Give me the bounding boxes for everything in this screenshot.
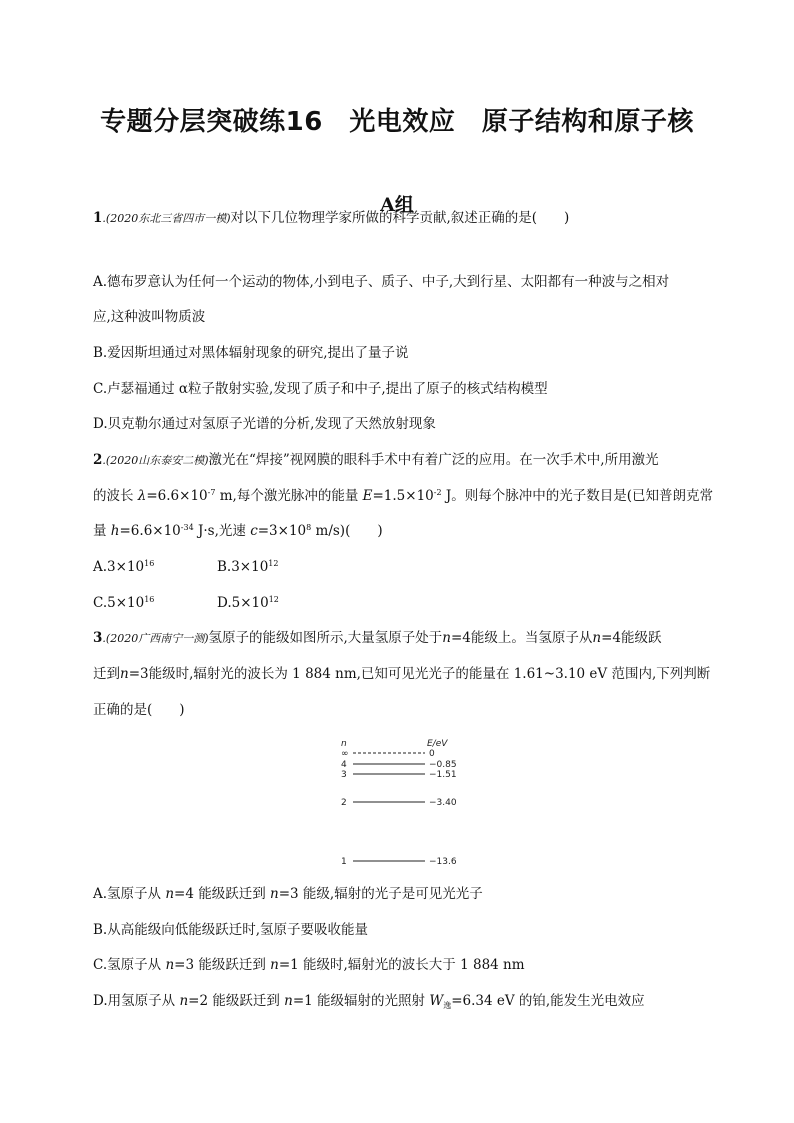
q2-option-c-exp: 16 xyxy=(144,595,155,604)
q3-text: 氢原子的能级如图所示,大量氢原子处于 xyxy=(208,630,443,646)
level-n-label: 3 xyxy=(341,770,347,780)
q3-option-c xyxy=(93,955,713,975)
q2-text: =3×10 xyxy=(257,523,307,539)
q3-option-d xyxy=(93,991,713,1011)
q2-options-row1 xyxy=(93,557,713,577)
q2-option-d-exp: 12 xyxy=(268,595,279,604)
q3-text: =4能级上。当氢原子从 xyxy=(450,630,593,646)
q1-stem xyxy=(93,208,713,229)
q3-var-n: n xyxy=(179,993,189,1009)
q3-text: =3能级时,辐射光的波长为 1 884 nm,已知可见光光子的能量在 1.61~3.10 eV 范围内,下列判断 xyxy=(128,666,711,682)
q2-option-a xyxy=(93,559,154,575)
level-n-label: 1 xyxy=(341,857,347,867)
q2-exponent: -2 xyxy=(433,488,442,497)
section-heading: A组 xyxy=(380,194,414,216)
q3-option-b: B.从高能级向低能级跃迁时,氢原子要吸收能量 xyxy=(93,922,369,938)
diagram-n-header: n xyxy=(341,739,347,749)
diagram-e-header: E/eV xyxy=(427,739,448,749)
q2-stem-line3 xyxy=(93,521,713,541)
q2-option-b-base: B.3×10 xyxy=(217,559,269,575)
q2-text: J·s,光速 xyxy=(193,523,251,539)
q2-option-d xyxy=(217,593,279,613)
q3-var-n: n xyxy=(120,666,129,682)
level-energy-label: −13.6 xyxy=(429,857,457,867)
q2-text: m,每个激光脉冲的能量 xyxy=(215,488,363,504)
q2-text: J。则每个脉冲中的光子数目是(已知普朗克常 xyxy=(441,488,714,504)
level-n-label: 4 xyxy=(341,760,347,770)
q3-number: 3 xyxy=(93,630,103,646)
q2-var-h: h xyxy=(110,523,120,539)
q3-text: =3 能级,辐射的光子是可见光光子 xyxy=(278,886,483,902)
q3-var-n: n xyxy=(270,957,279,973)
q3-stem-line2 xyxy=(93,664,713,684)
q2-exponent: -34 xyxy=(180,523,194,532)
level-energy-label: −0.85 xyxy=(429,760,457,770)
q2-text: 量 xyxy=(93,523,111,539)
q2-text: =1.5×10 xyxy=(372,488,434,504)
q3-var-n: n xyxy=(284,993,293,1009)
q2-source: .(2020山东泰安二模) xyxy=(102,454,209,467)
q3-var-n: n xyxy=(442,630,451,646)
q2-text: 的波长 xyxy=(93,488,138,504)
q3-text: 迁到 xyxy=(93,666,120,682)
page-title: 专题分层突破练16 光电效应 原子结构和原子核 xyxy=(100,107,694,137)
q1-number: 1 xyxy=(93,210,103,226)
q2-var-lambda: λ xyxy=(137,488,147,504)
q2-option-a-exp: 16 xyxy=(144,559,155,568)
q2-text: m/s)( ) xyxy=(311,523,383,539)
q3-text: =1 能级辐射的光照射 xyxy=(292,993,430,1009)
energy-level-svg xyxy=(335,736,455,868)
q3-text: =6.34 eV 的铂,能发生光电效应 xyxy=(451,993,645,1009)
q2-text: =6.6×10 xyxy=(119,523,181,539)
q3-text: =2 能级跃迁到 xyxy=(188,993,285,1009)
q1-source: .(2020东北三省四市一模) xyxy=(102,212,231,225)
q3-text: =3 能级跃迁到 xyxy=(174,957,271,973)
q2-var-c: c xyxy=(250,523,258,539)
q1-option-d: D.贝克勒尔通过对氢原子光谱的分析,发现了天然放射现象 xyxy=(93,416,436,432)
q3-text: =4能级跃 xyxy=(601,630,662,646)
level-n-label: 2 xyxy=(341,798,347,808)
q2-text: =6.6×10 xyxy=(146,488,208,504)
q2-option-a-base: A.3×10 xyxy=(93,559,145,575)
level-energy-label: −3.40 xyxy=(429,798,457,808)
q2-stem-line1 xyxy=(93,450,713,471)
q3-subscript: 逸 xyxy=(443,1001,452,1010)
q2-options-row2 xyxy=(93,593,713,613)
q3-stem-line1 xyxy=(93,628,713,649)
q1-option-a-line2: 应,这种波叫物质波 xyxy=(93,309,206,325)
q2-option-c xyxy=(93,595,154,611)
q3-text: =4 能级跃迁到 xyxy=(174,886,271,902)
q3-var-n: n xyxy=(270,886,279,902)
q2-exponent: 8 xyxy=(306,523,312,532)
q3-text: =1 能级时,辐射光的波长大于 1 884 nm xyxy=(278,957,525,973)
q1-option-a-line1: A.德布罗意认为任何一个运动的物体,小到电子、质子、中子,大到行星、太阳都有一种波与之相对 xyxy=(93,274,670,290)
q2-option-b-exp: 12 xyxy=(268,559,279,568)
level-energy-label: 0 xyxy=(429,749,435,759)
q3-text: D.用氢原子从 xyxy=(93,993,180,1009)
q2-option-d-base: D.5×10 xyxy=(217,595,269,611)
q3-var-n: n xyxy=(592,630,602,646)
q2-exponent: -7 xyxy=(207,488,216,497)
q2-number: 2 xyxy=(93,452,103,468)
q2-option-c-base: C.5×10 xyxy=(93,595,145,611)
q2-stem-text: 激光在“焊接”视网膜的眼科手术中有着广泛的应用。在一次手术中,所用激光 xyxy=(208,452,659,468)
q3-option-a xyxy=(93,884,713,904)
q3-source: .(2020广西南宁一测) xyxy=(102,632,209,645)
q3-var-n: n xyxy=(165,886,175,902)
q1-stem-text: 对以下几位物理学家所做的科学贡献,叙述正确的是( ) xyxy=(230,210,570,226)
level-n-label: ∞ xyxy=(341,749,349,759)
q1-option-c: C.卢瑟福通过 α粒子散射实验,发现了质子和中子,提出了原子的核式结构模型 xyxy=(93,381,548,397)
q2-var-e: E xyxy=(362,488,373,504)
q3-text: C.氢原子从 xyxy=(93,957,166,973)
q3-var-w: W xyxy=(429,993,444,1009)
q3-var-n: n xyxy=(165,957,175,973)
level-energy-label: −1.51 xyxy=(429,770,457,780)
q2-stem-line2 xyxy=(93,486,713,506)
q3-text: A.氢原子从 xyxy=(93,886,166,902)
q2-option-b xyxy=(217,557,278,577)
q1-option-b: B.爱因斯坦通过对黑体辐射现象的研究,提出了量子说 xyxy=(93,345,409,361)
energy-level-diagram xyxy=(335,736,455,868)
q3-stem-line3: 正确的是( ) xyxy=(93,702,185,718)
